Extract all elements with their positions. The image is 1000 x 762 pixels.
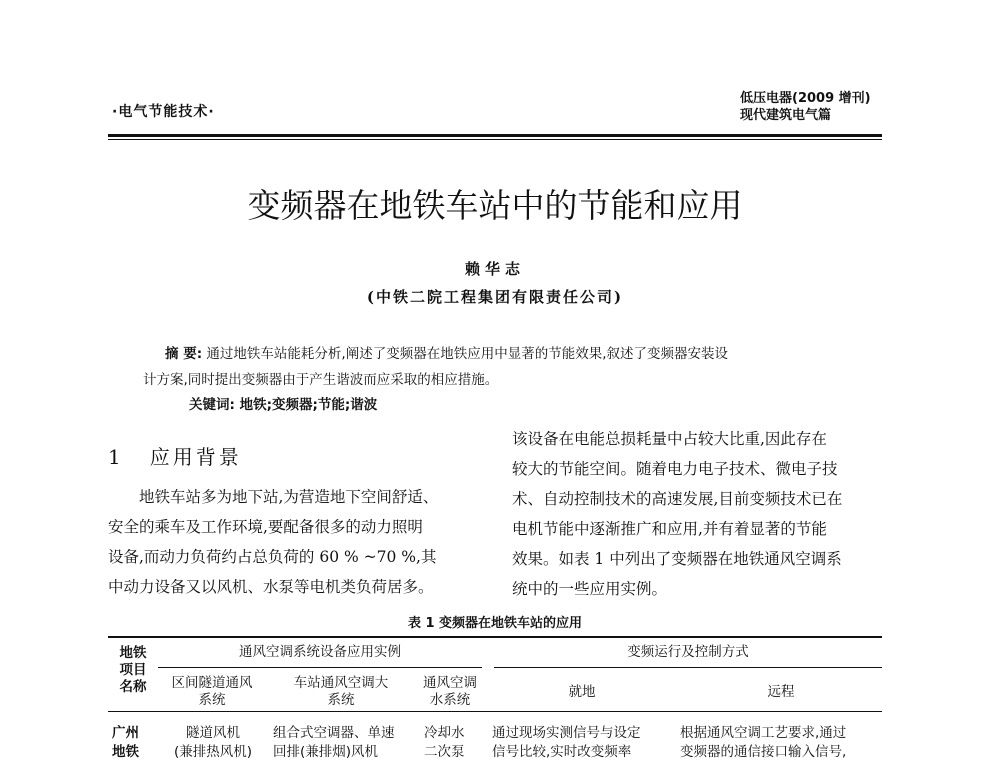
th-tunnel [158, 675, 266, 709]
abstract-label: 摘 要: [165, 346, 203, 362]
affiliation: (中铁二院工程集团有限责任公司) [366, 288, 624, 306]
th-group-vfd: 变频运行及控制方式 [627, 644, 749, 660]
journal-info [740, 90, 871, 124]
section-heading [108, 441, 242, 470]
td-remote [680, 724, 886, 762]
section-tag: ·电气节能技术· [112, 104, 215, 120]
td-metro [112, 724, 156, 762]
td-metro-line1: 广州 [112, 725, 139, 741]
td-local [492, 724, 674, 762]
th-water-line1: 通风空调 [423, 675, 477, 691]
td-metro-line2: 地铁 [112, 744, 139, 760]
td-local-line2: 信号比较,实时改变频率 [492, 744, 632, 760]
td-water [424, 724, 488, 762]
keywords-text: 地铁;变频器;节能;谐波 [239, 397, 378, 413]
td-remote-line1: 根据通风空调工艺要求,通过 [680, 725, 847, 741]
th-water [416, 675, 484, 709]
td-water-line2: 二次泵 [424, 744, 465, 760]
abstract [143, 341, 885, 393]
paper-title: 变频器在地铁车站中的节能和应用 [247, 186, 743, 225]
td-tunnel-line1: 隧道风机 [186, 725, 240, 741]
td-local-line1: 通过现场实测信号与设定 [492, 725, 641, 741]
header-rule-thick [108, 134, 882, 137]
th-water-line2: 水系统 [429, 692, 471, 708]
section-number: 1 [108, 445, 124, 469]
abstract-text-line1: 通过地铁车站能耗分析,阐述了变频器在地铁应用中显著的节能效果,叙述了变频器安装设 [206, 346, 728, 362]
paragraph-line: 该设备在电能总损耗量中占较大比重,因此存在 [512, 430, 827, 448]
keywords-label: 关键词: [189, 397, 235, 413]
td-remote-line2: 变频器的通信接口输入信号, [680, 744, 847, 760]
th-tunnel-line1: 区间隧道通风 [171, 675, 253, 691]
th-group-hvac: 通风空调系统设备应用实例 [239, 644, 401, 660]
td-station-line2: 回排(兼排烟)风机 [273, 744, 379, 760]
th-station-line1: 车站通风空调大 [293, 675, 389, 691]
paragraph-line: 地铁车站多为地下站,为营造地下空间舒适、 [139, 488, 439, 506]
td-station [273, 724, 419, 762]
td-station-line1: 组合式空调器、单速 [273, 725, 395, 741]
paragraph-line: 较大的节能空间。随着电力电子技术、微电子技 [512, 460, 838, 478]
body-column-right [512, 424, 884, 604]
paragraph-line: 术、自动控制技术的高速发展,目前变频技术已在 [512, 490, 843, 508]
abstract-text-line2: 计方案,同时提出变频器由于产生谐波而应采取的相应措施。 [143, 372, 499, 388]
td-tunnel-line2: (兼排热风机) [173, 744, 253, 760]
paragraph-line: 效果。如表 1 中列出了变频器在地铁通风空调系 [512, 550, 842, 568]
paragraph-line: 统中的一些应用实例。 [512, 580, 668, 598]
section-title: 应用背景 [149, 445, 242, 469]
th-station [268, 675, 414, 709]
table-header-rule [108, 711, 882, 712]
paragraph-line: 设备,而动力负荷约占总负荷的 60 % ~70 %,其 [108, 548, 437, 566]
journal-volume: 低压电器(2009 增刊) [740, 91, 871, 106]
td-water-line1: 冷却水 [424, 725, 465, 741]
td-tunnel [158, 724, 268, 762]
th-tunnel-line2: 系统 [198, 692, 226, 708]
th-metro [108, 645, 158, 696]
paragraph-line: 中动力设备又以风机、水泵等电机类负荷居多。 [108, 578, 434, 596]
table-caption: 表 1 变频器在地铁车站的应用 [407, 616, 583, 631]
th-metro-line1: 地铁 [119, 645, 147, 661]
table-group-rule-hvac [158, 667, 482, 668]
th-station-line2: 系统 [327, 692, 355, 708]
author: 赖华志 [464, 260, 525, 278]
header-rule-thin [108, 139, 882, 140]
paragraph-line: 安全的乘车及工作环境,要配备很多的动力照明 [108, 518, 423, 536]
paragraph-line: 电机节能中逐渐推广和应用,并有着显著的节能 [512, 520, 827, 538]
th-metro-line3: 名称 [119, 679, 147, 695]
th-remote: 远程 [767, 684, 795, 700]
journal-section: 现代建筑电气篇 [740, 108, 832, 123]
table-group-rule-vfd [494, 667, 882, 668]
keywords [189, 393, 377, 413]
th-local: 就地 [568, 684, 596, 700]
body-column-left [108, 482, 480, 602]
th-metro-line2: 项目 [119, 662, 147, 678]
table-top-rule [108, 636, 882, 638]
